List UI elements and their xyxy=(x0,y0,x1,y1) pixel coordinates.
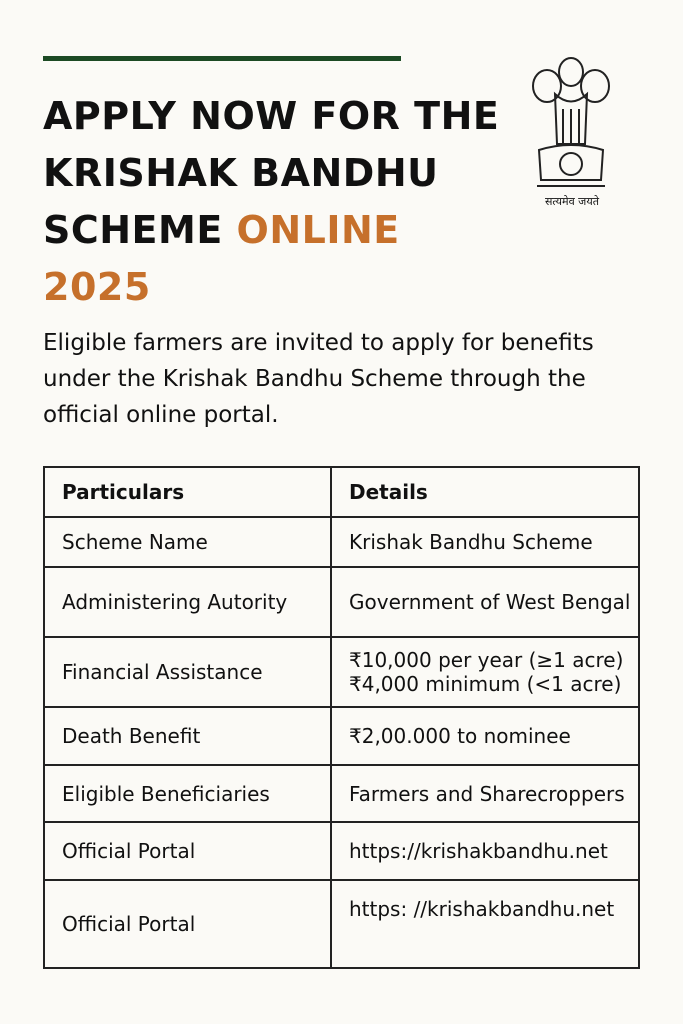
row-particular: Administering Autority xyxy=(44,567,331,637)
row-particular: Official Portal xyxy=(44,880,331,968)
title-line-3: SCHEME xyxy=(43,208,237,252)
table-row xyxy=(44,880,639,968)
title-accent-year: 2025 xyxy=(43,265,151,309)
portal-link[interactable]: https: //krishakbandhu.net xyxy=(331,880,639,968)
row-particular: Eligible Beneficiaries xyxy=(44,765,331,822)
table-header-row xyxy=(44,467,639,517)
row-details: Farmers and Sharecroppers xyxy=(331,765,639,822)
table-row xyxy=(44,765,639,822)
row-particular: Financial Assistance xyxy=(44,637,331,707)
row-particular: Scheme Name xyxy=(44,517,331,567)
page-title xyxy=(43,88,503,316)
row-details: ₹2,00.000 to nominee xyxy=(331,707,639,765)
header-particulars: Particulars xyxy=(44,467,331,517)
row-particular: Official Portal xyxy=(44,822,331,880)
title-line-1: APPLY NOW FOR THE xyxy=(43,94,500,138)
accent-bar xyxy=(43,56,401,61)
title-accent-online: ONLINE xyxy=(236,208,400,252)
row-particular: Death Benefit xyxy=(44,707,331,765)
intro-paragraph: Eligible farmers are invited to apply for benefits under the Krishak Bandhu Scheme through the official online portal. xyxy=(43,330,594,428)
national-emblem-icon xyxy=(525,54,617,210)
emblem-motto: सत्यमेव जयते xyxy=(544,195,599,208)
table-row xyxy=(44,822,639,880)
row-details: Krishak Bandhu Scheme xyxy=(331,517,639,567)
row-details xyxy=(331,637,639,707)
table-row xyxy=(44,707,639,765)
table-row xyxy=(44,567,639,637)
portal-link[interactable]: https://krishakbandhu.net xyxy=(331,822,639,880)
table-row xyxy=(44,517,639,567)
detail-line: ₹4,000 minimum (<1 acre) xyxy=(349,672,622,696)
table-row xyxy=(44,637,639,707)
row-details: Government of West Bengal xyxy=(331,567,639,637)
scheme-details-table xyxy=(43,466,640,969)
title-line-2: KRISHAK BANDHU xyxy=(43,151,439,195)
detail-line: ₹10,000 per year (≥1 acre) xyxy=(349,648,624,672)
header-details: Details xyxy=(331,467,639,517)
